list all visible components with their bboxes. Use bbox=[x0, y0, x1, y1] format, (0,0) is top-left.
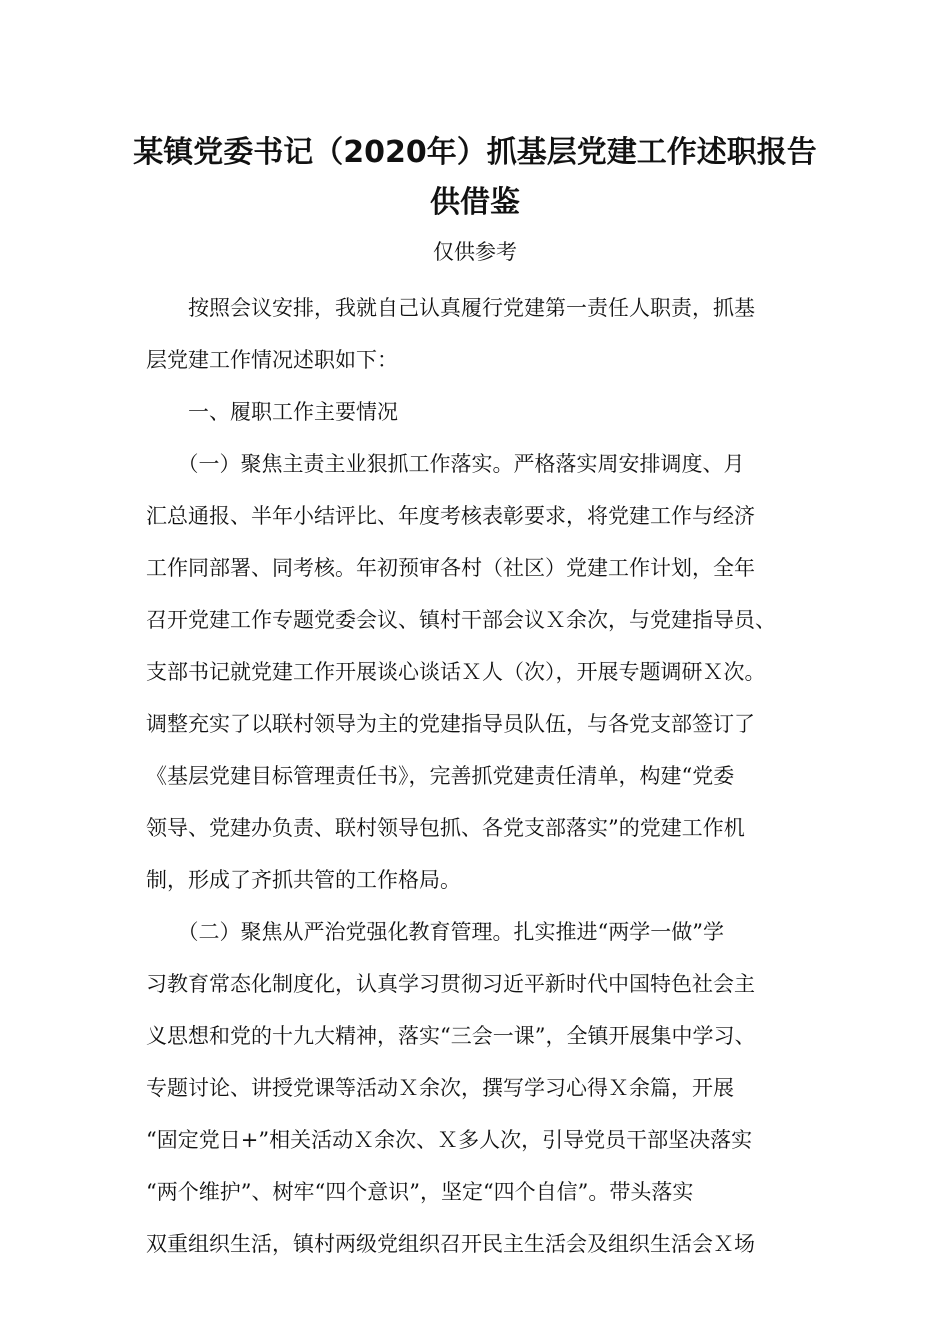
document-title bbox=[120, 128, 830, 228]
body-line: 按照会议安排，我就自己认真履行党建第一责任人职责，抓基 bbox=[146, 296, 755, 320]
body-line: 专题讨论、讲授党课等活动Ｘ余次，撰写学习心得Ｘ余篇，开展 bbox=[146, 1076, 734, 1100]
body-line: 工作同部署、同考核。年初预审各村（社区）党建工作计划，全年 bbox=[146, 556, 755, 580]
body-line: 调整充实了以联村领导为主的党建指导员队伍，与各党支部签订了 bbox=[146, 712, 755, 736]
body-line: “两个维护”、树牢“四个意识”，坚定“四个自信”。带头落实 bbox=[146, 1180, 694, 1204]
body-line: 汇总通报、半年小结评比、年度考核表彰要求，将党建工作与经济 bbox=[146, 504, 755, 528]
document-body bbox=[146, 282, 806, 1270]
title-line-2: 供借鉴 bbox=[430, 185, 520, 220]
body-line: “固定党日+”相关活动Ｘ余次、Ｘ多人次，引导党员干部坚决落实 bbox=[146, 1128, 753, 1152]
body-line: 领导、党建办负责、联村领导包抓、各党支部落实”的党建工作机 bbox=[146, 816, 745, 840]
title-line-1: 某镇党委书记（2020年）抓基层党建工作述职报告 bbox=[133, 135, 817, 170]
body-line: 层党建工作情况述职如下： bbox=[146, 348, 398, 372]
body-line: 义思想和党的十九大精神，落实“三会一课”，全镇开展集中学习、 bbox=[146, 1024, 756, 1048]
body-line: 《基层党建目标管理责任书》，完善抓党建责任清单，构建“党委 bbox=[146, 764, 735, 788]
body-line: 制，形成了齐抓共管的工作格局。 bbox=[146, 868, 461, 892]
document-subtitle: 仅供参考 bbox=[433, 240, 517, 264]
body-line: （二）聚焦从严治党强化教育管理。扎实推进“两学一做”学 bbox=[146, 920, 724, 944]
body-line: 习教育常态化制度化，认真学习贯彻习近平新时代中国特色社会主 bbox=[146, 972, 755, 996]
body-line: 支部书记就党建工作开展谈心谈话Ｘ人（次），开展专题调研Ｘ次。 bbox=[146, 660, 766, 684]
body-line: （一）聚焦主责主业狠抓工作落实。严格落实周安排调度、月 bbox=[146, 452, 745, 476]
body-line: 双重组织生活，镇村两级党组织召开民主生活会及组织生活会Ｘ场 bbox=[146, 1232, 755, 1256]
body-line: 召开党建工作专题党委会议、镇村干部会议Ｘ余次，与党建指导员、 bbox=[146, 608, 776, 632]
section-heading: 一、履职工作主要情况 bbox=[146, 400, 398, 424]
